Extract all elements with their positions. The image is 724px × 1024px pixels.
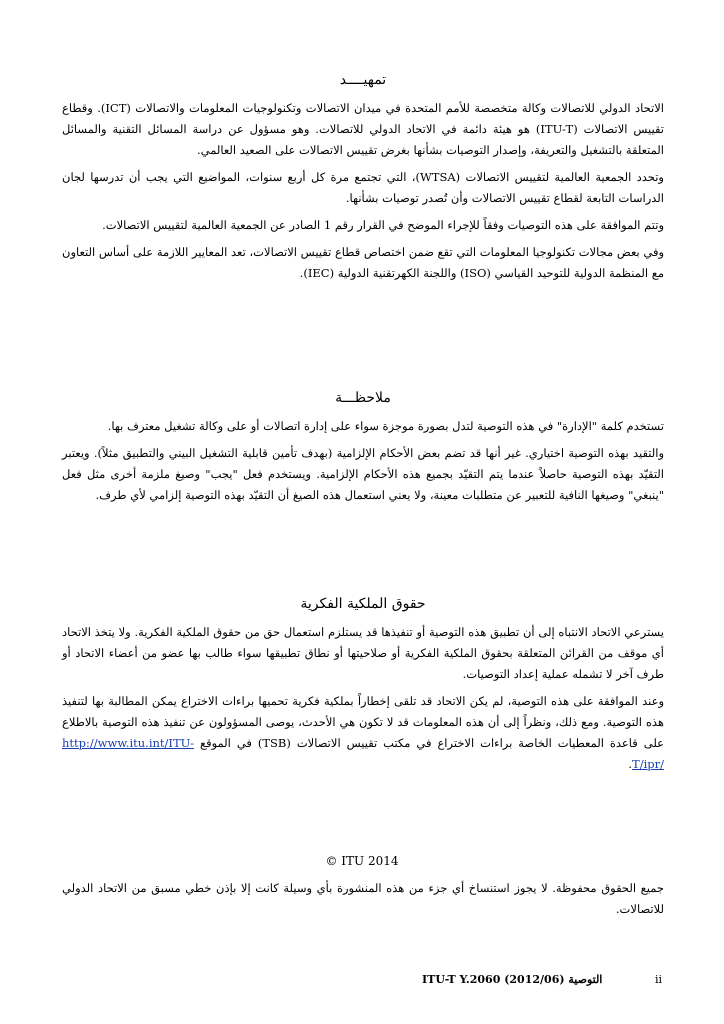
ipr-paragraph-2-text: وعند الموافقة على هذه التوصية، لم يكن الاتحاد قد تلقى إخطاراً بملكية فكرية تحميها براءات الاختراع يمكن المطالبة بها لتنفيذ هذه التوصية. ومع ذلك، ونظراً إلى أن هذه المعلومات قد لا تكون هي الأحدث، يوصى المسؤولون عن تنفيذ هذه التوصية بالاطلاع على قاعدة المعطيات الخاصة براءات الاختراع في مكتب تقييس الاتصالات (TSB) في الموقع — [62, 694, 665, 750]
footer-recommendation-title: التوصية ITU-T Y.2060 (2012/06) — [422, 973, 603, 986]
note-paragraph-2: والتقيد بهذه التوصية اختياري. غير أنها قد تضم بعض الأحكام الإلزامية (بهدف تأمين قابلية التشغيل البيني والتطبيق مثلاً). ويعتبر التقيّد بهذه التوصية حاصلاً عندما يتم التقيّد بجميع هذه الأحكام الإلزامية. ويستخدم فعل "يجب" وصيغ ملزمة أخرى مثل فعل "ينبغي" وصيغها النافية للتعبير عن متطلبات معينة، ولا يعني استعمال هذه الصيغ أن التقيّد بهذه التوصية إلزامي لأي طرف. — [62, 446, 664, 502]
preface-paragraph-1: الاتحاد الدولي للاتصالات وكالة متخصصة للأمم المتحدة في ميدان الاتصالات وتكنولوجيات المعلومات والاتصالات (ICT). وقطاع تقييس الاتصالات (ITU-T) هو هيئة دائمة في الاتحاد الدولي للاتصالات. وهو مسؤول عن دراسة المسائل التقنية والمسائل المتعلقة بالتشغيل والتعريفة، وإصدار التوصيات بشأنها بغرض تقييس الاتصالات على الصعيد العالمي. — [62, 101, 664, 157]
ipr-section — [62, 596, 664, 781]
page-footer — [62, 973, 664, 993]
ipr-end-punct: . — [628, 757, 633, 771]
copyright-section — [62, 878, 664, 926]
ipr-paragraph-2 — [62, 691, 664, 775]
footer-page-number: ii — [654, 973, 662, 986]
preface-paragraph-2: وتحدد الجمعية العالمية لتقييس الاتصالات (WTSA)، التي تجتمع مرة كل أربع سنوات، المواضيع التي يجب أن تدرسها لجان الدراسات التابعة لقطاع تقييس الاتصالات وأن تُصدر توصيات بشأنها. — [62, 170, 664, 205]
ipr-database-link[interactable]: http://www.itu.int/ITU-T/ipr/ — [62, 736, 664, 771]
ipr-title: حقوق الملكية الفكرية — [300, 596, 426, 612]
preface-title: تمهيــــد — [339, 72, 387, 88]
note-section — [62, 390, 664, 512]
copyright-notice: © ITU 2014 — [325, 854, 399, 868]
preface-paragraph-3: وتتم الموافقة على هذه التوصيات وفقاً للإجراء الموضح في القرار رقم 1 الصادر عن الجمعية العالمية لتقييس الاتصالات. — [102, 218, 664, 232]
note-title: ملاحظـــة — [335, 390, 391, 406]
note-paragraph-1: تستخدم كلمة "الإدارة" في هذه التوصية لتدل بصورة موجزة سواء على إدارة اتصالات أو على وكالة تشغيل معترف بها. — [107, 419, 664, 433]
ipr-paragraph-1: يسترعي الاتحاد الانتباه إلى أن تطبيق هذه التوصية أو تنفيذها قد يستلزم استعمال حق من حقوق الملكية الفكرية. ولا يتخذ الاتحاد أي موقف من القرائن المتعلقة بحقوق الملكية الفكرية أو صلاحيتها أو نطاق تطبيقها سواء طالب بها عضو من أعضاء الاتحاد أو طرف آخر لا تشمله عملية إعداد التوصيات. — [62, 625, 664, 681]
preface-section — [62, 72, 664, 290]
preface-paragraph-4: وفي بعض مجالات تكنولوجيا المعلومات التي تقع ضمن اختصاص قطاع تقييس الاتصالات، تعد المعايير اللازمة على أساس التعاون مع المنظمة الدولية للتوحيد القياسي (ISO) واللجنة الكهرتقنية الدولية (IEC). — [62, 245, 664, 280]
copyright-text: جميع الحقوق محفوظة. لا يجوز استنساخ أي جزء من هذه المنشورة بأي وسيلة كانت إلا بإذن خطي مسبق من الاتحاد الدولي للاتصالات. — [62, 881, 664, 916]
